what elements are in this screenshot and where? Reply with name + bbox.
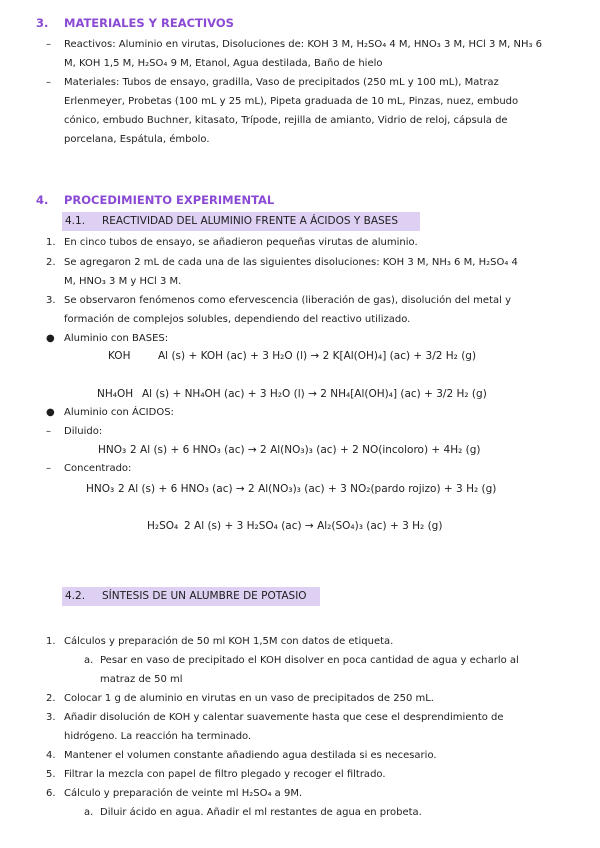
- equation-reagent: HNO₃: [86, 483, 115, 495]
- substep-letter: a.: [84, 655, 94, 666]
- dash-bullet: –: [46, 463, 51, 474]
- dash-bullet: –: [46, 426, 51, 437]
- equation-hno3-concentrated: 2 Al (s) + 6 HNO₃ (ac) → 2 Al(NO₃)₃ (ac) + 3 NO₂(pardo rojizo) + 3 H₂ (g): [118, 483, 497, 495]
- subsection-4-2-heading: [62, 587, 320, 606]
- step-text: Cálculo y preparación de veinte ml H₂SO₄ a 9M.: [64, 788, 303, 799]
- materiales-line-1: Materiales: Tubos de ensayo, gradilla, Vaso de precipitados (250 mL y 100 mL), Matraz: [64, 77, 499, 88]
- substep-text: matraz de 50 ml: [100, 674, 183, 685]
- step-number: 1.: [46, 237, 56, 248]
- dash-bullet: –: [46, 39, 51, 50]
- step-text: hidrógeno. La reacción ha terminado.: [64, 731, 252, 742]
- equation-nh4oh: Al (s) + NH₄OH (ac) + 3 H₂O (l) → 2 NH₄[Al(OH)₄] (ac) + 3/2 H₂ (g): [142, 388, 487, 400]
- equation-reagent: HNO₃: [98, 444, 127, 456]
- equation-koh: Al (s) + KOH (ac) + 3 H₂O (l) → 2 K[Al(OH)₄] (ac) + 3/2 H₂ (g): [158, 350, 477, 362]
- subsection-4-2-number: 4.2.: [65, 590, 86, 602]
- subsection-4-1-number: 4.1.: [65, 215, 86, 227]
- step-text: Añadir disolución de KOH y calentar suavemente hasta que cese el desprendimiento de: [64, 712, 504, 723]
- step-number: 5.: [46, 769, 56, 780]
- step-text: Filtrar la mezcla con papel de filtro plegado y recoger el filtrado.: [64, 769, 386, 780]
- step-number: 2.: [46, 693, 56, 704]
- step-text: Colocar 1 g de aluminio en virutas en un vaso de precipitados de 250 mL.: [64, 693, 434, 704]
- equation-hno3-diluted: 2 Al (s) + 6 HNO₃ (ac) → 2 Al(NO₃)₃ (ac) + 2 NO(incoloro) + 4H₂ (g): [130, 444, 481, 456]
- section-3-title: MATERIALES Y REACTIVOS: [64, 16, 234, 30]
- equation-h2so4: 2 Al (s) + 3 H₂SO₄ (ac) → Al₂(SO₄)₃ (ac) + 3 H₂ (g): [184, 520, 443, 532]
- equation-reagent: KOH: [108, 350, 131, 362]
- step-text: M, HNO₃ 3 M y HCl 3 M.: [64, 276, 182, 287]
- subsection-4-1-heading: [62, 212, 420, 231]
- subsection-4-1-title: REACTIVIDAD DEL ALUMINIO FRENTE A ÁCIDOS Y BASES: [102, 215, 398, 227]
- diluido-label: Diluido:: [64, 426, 103, 437]
- materiales-line-3: cónico, embudo Buchner, kitasato, Trípode, rejilla de amianto, Vidrio de reloj, cápsula de: [64, 115, 508, 126]
- acidos-label: Aluminio con ÁCIDOS:: [64, 407, 174, 418]
- substep-text: Diluir ácido en agua. Añadir el ml restantes de agua en probeta.: [100, 807, 422, 818]
- dot-bullet: ●: [46, 407, 55, 418]
- section-3-number: 3.: [36, 16, 49, 30]
- step-number: 1.: [46, 636, 56, 647]
- substep-letter: a.: [84, 807, 94, 818]
- step-number: 3.: [46, 295, 56, 306]
- step-number: 2.: [46, 257, 56, 268]
- bases-label: Aluminio con BASES:: [64, 333, 169, 344]
- section-4-number: 4.: [36, 193, 49, 207]
- step-text: formación de complejos solubles, dependiendo del reactivo utilizado.: [64, 314, 411, 325]
- dot-bullet: ●: [46, 333, 55, 344]
- reactivos-line-2: M, KOH 1,5 M, H₂SO₄ 9 M, Etanol, Agua destilada, Baño de hielo: [64, 58, 383, 69]
- step-number: 3.: [46, 712, 56, 723]
- step-number: 4.: [46, 750, 56, 761]
- concentrado-label: Concentrado:: [64, 463, 132, 474]
- equation-reagent: NH₄OH: [97, 388, 134, 400]
- dash-bullet: –: [46, 77, 51, 88]
- materiales-line-2: Erlenmeyer, Probetas (100 mL y 25 mL), Pipeta graduada de 10 mL, Pinzas, nuez, embudo: [64, 96, 519, 107]
- subsection-4-2-title: SÍNTESIS DE UN ALUMBRE DE POTASIO: [102, 590, 307, 602]
- substep-text: Pesar en vaso de precipitado el KOH disolver en poca cantidad de agua y echarlo al: [100, 655, 519, 666]
- step-number: 6.: [46, 788, 56, 799]
- step-text: En cinco tubos de ensayo, se añadieron pequeñas virutas de aluminio.: [64, 237, 418, 248]
- step-text: Cálculos y preparación de 50 ml KOH 1,5M con datos de etiqueta.: [64, 636, 394, 647]
- materiales-line-4: porcelana, Espátula, émbolo.: [64, 134, 210, 145]
- step-text: Se observaron fenómenos como efervescencia (liberación de gas), disolución del metal y: [64, 295, 511, 306]
- equation-reagent: H₂SO₄: [147, 520, 179, 532]
- step-text: Se agregaron 2 mL de cada una de las siguientes disoluciones: KOH 3 M, NH₃ 6 M, H₂SO₄ 4: [64, 257, 518, 268]
- section-4-title: PROCEDIMIENTO EXPERIMENTAL: [64, 193, 275, 207]
- step-text: Mantener el volumen constante añadiendo agua destilada si es necesario.: [64, 750, 437, 761]
- reactivos-line-1: Reactivos: Aluminio en virutas, Disoluciones de: KOH 3 M, H₂SO₄ 4 M, HNO₃ 3 M, HCl 3 M, NH₃ 6: [64, 39, 543, 50]
